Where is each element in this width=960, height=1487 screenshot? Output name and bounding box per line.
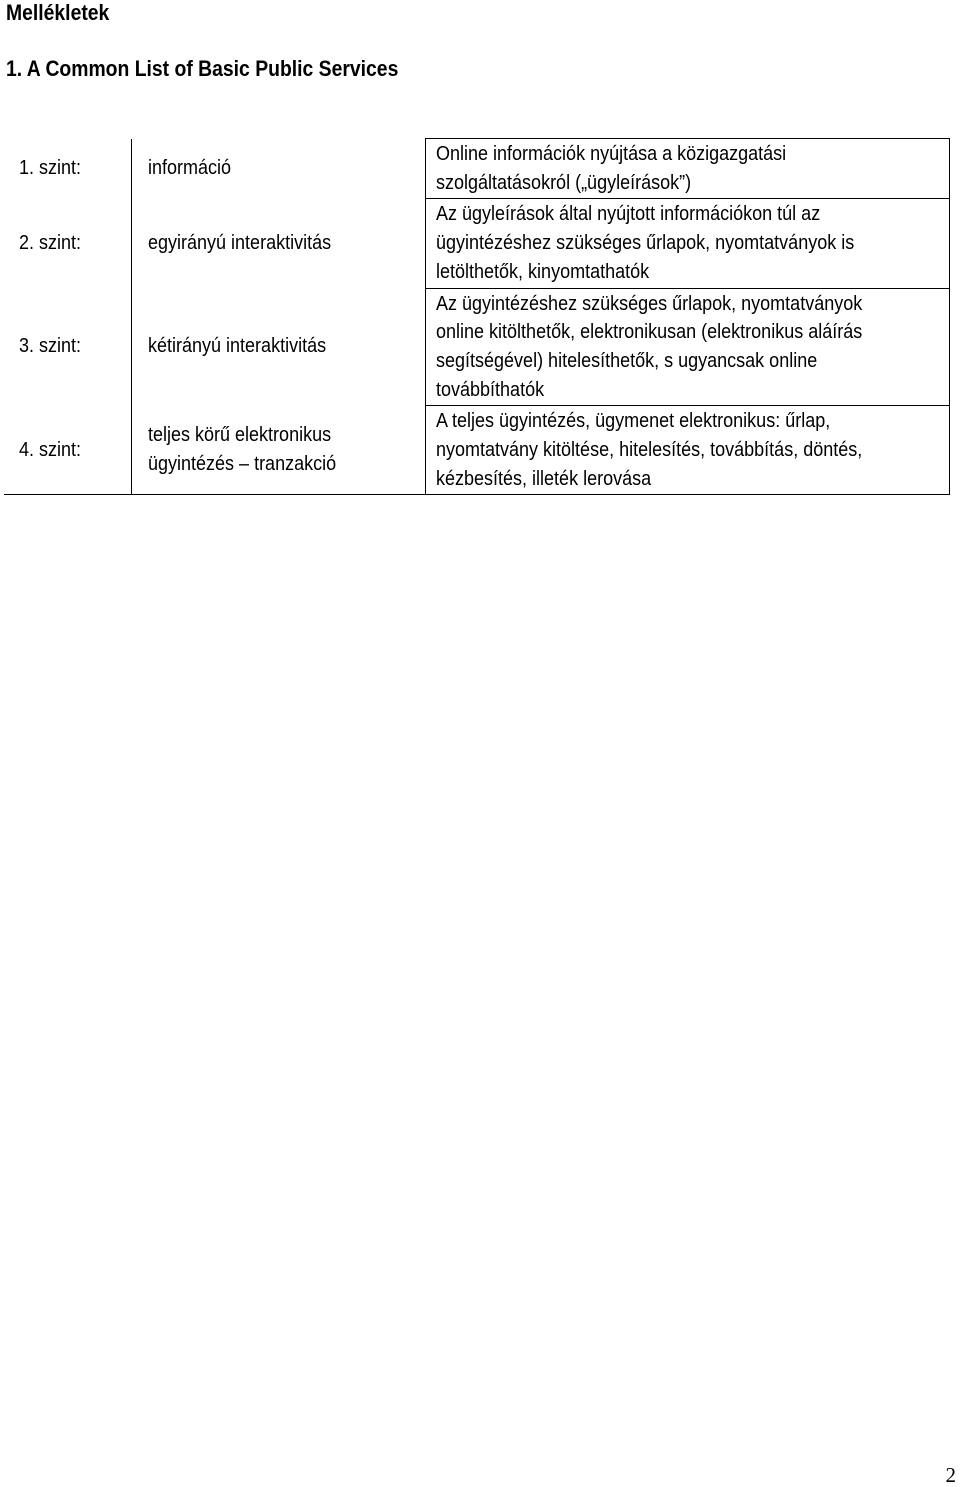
description-line: letölthetők, kinyomtathatók [436,260,650,283]
table-row [4,199,950,288]
description-line: nyomtatvány kitöltése, hitelesítés, továbbítás, döntés, [436,439,863,462]
level-name-cell [132,139,426,199]
level-label-cell [4,139,132,199]
level-description-cell [426,199,950,288]
level-label-cell [4,199,132,288]
service-levels-table [4,138,950,495]
level-label-cell [4,406,132,495]
description-line: Online információk nyújtása a közigazgatási [436,143,787,165]
description-line: online kitölthetők, elektronikusan (elektronikus aláírás [436,321,863,344]
level-name-cell [132,199,426,288]
level-name-line: egyirányú interaktivitás [148,231,332,254]
level-label: 4. szint: [19,438,82,461]
table-row [4,139,950,199]
level-name-line: információ [148,157,232,180]
table-row [4,288,950,406]
description-line: segítségével) hitelesíthetők, s ugyancsak online [436,349,818,372]
description-line: Az ügyleírások által nyújtott információkon túl az [436,203,821,226]
description-line: továbbíthatók [436,378,545,401]
level-label: 1. szint: [19,157,82,180]
description-line: A teljes ügyintézés, ügymenet elektronikus: űrlap, [436,410,831,433]
page-number: 2 [945,1463,956,1487]
level-description-cell [426,406,950,495]
document-title: Mellékletek [6,0,110,25]
level-label: 2. szint: [19,231,82,254]
description-line: szolgáltatásokról („ügyleírások”) [436,171,692,194]
level-name-line: teljes körű elektronikus [148,424,332,447]
description-line: Az ügyintézéshez szükséges űrlapok, nyomtatványok [436,292,863,315]
level-name-line: kétirányú interaktivitás [148,335,327,358]
level-description-cell [426,139,950,199]
level-label: 3. szint: [19,335,82,358]
level-description-cell [426,288,950,406]
level-label-cell [4,288,132,406]
level-name-cell [132,288,426,406]
section-heading: 1. A Common List of Basic Public Services [6,56,399,81]
description-line: kézbesítés, illeték lerovása [436,467,652,490]
description-line: ügyintézéshez szükséges űrlapok, nyomtatványok is [436,232,855,255]
level-name-cell [132,406,426,495]
level-name-line: ügyintézés – tranzakció [148,453,337,476]
table-row [4,406,950,495]
